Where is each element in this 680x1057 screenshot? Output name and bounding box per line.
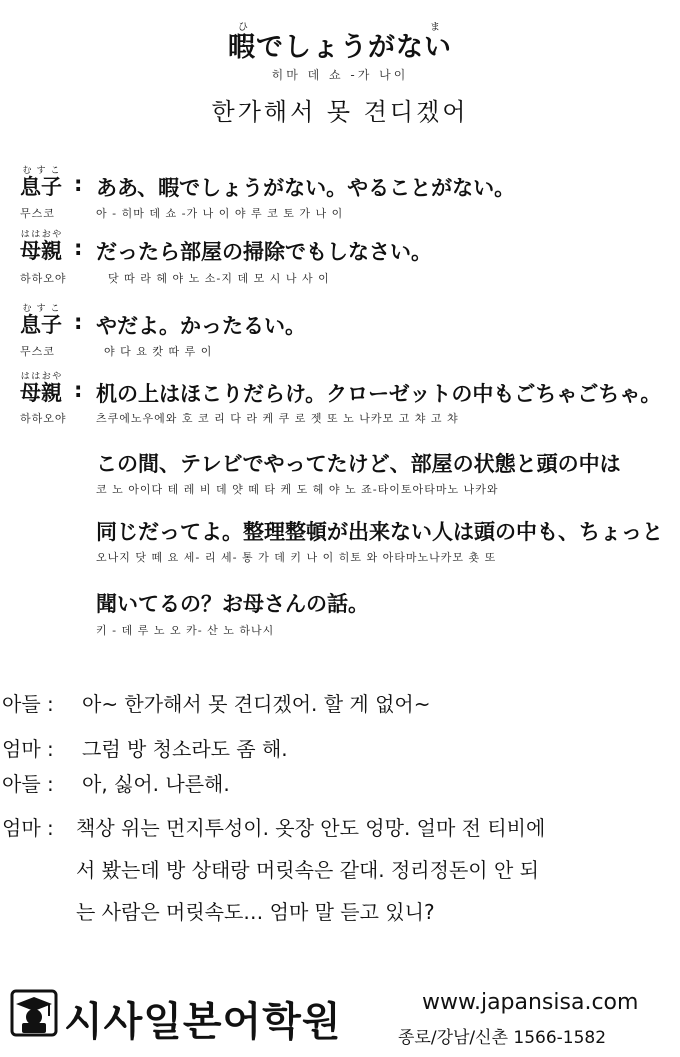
title-reading: 히마 데 쇼 -가 나이 bbox=[271, 68, 409, 82]
title-text: 暇でしょうがない bbox=[228, 32, 452, 63]
colon: : bbox=[74, 236, 83, 260]
translation-text: 그럼 방 청소라도 좀 해. bbox=[82, 737, 288, 761]
translation-text: 는 사람은 머릿속도… 엄마 말 듣고 있니? bbox=[76, 900, 435, 924]
academy-name: 시사일본어학원 bbox=[64, 999, 342, 1045]
japanese-line: やだよ。かったるい。 bbox=[96, 314, 306, 338]
translation-speaker: 아들 : bbox=[2, 692, 54, 716]
japanese-line: 同じだってよ。整理整頓が出来ない人は頭の中も、ちょっと bbox=[96, 520, 663, 544]
translation-text: 책상 위는 먼지투성이. 옷장 안도 엉망. 얼마 전 티비에 bbox=[76, 816, 546, 840]
japanese-line: だったら部屋の掃除でもしなさい。 bbox=[96, 240, 432, 264]
academy-logo-icon bbox=[10, 989, 58, 1037]
speaker-label: 息子むすこ bbox=[20, 166, 62, 199]
translation-text: 아, 싫어. 나른해. bbox=[82, 772, 230, 796]
speaker-label: 母親ははおや bbox=[20, 372, 62, 405]
website-link[interactable]: www.japansisa.com bbox=[422, 990, 639, 1015]
speaker-reading: 무스코 bbox=[20, 345, 55, 358]
title-ruby: ひま bbox=[228, 22, 452, 33]
line-reading: 츠쿠에노우에와 호 코 리 다 라 케 쿠 로 젯 또 노 나카모 고 챠 고 챠 bbox=[96, 412, 459, 425]
line-reading: 오나지 닷 떼 요 세- 리 세- 통 가 데 키 나 이 히토 와 아타마노나카모 춋 또 bbox=[96, 551, 497, 564]
line-reading: 코 노 아이다 테 레 비 데 얏 떼 타 케 도 헤 야 노 죠-타이토아타마노 나카와 bbox=[96, 483, 499, 496]
translation-text: 아~ 한가해서 못 견디겠어. 할 게 없어~ bbox=[82, 692, 431, 716]
colon: : bbox=[74, 172, 83, 196]
translation-speaker: 엄마 : bbox=[2, 737, 54, 761]
speaker-reading: 무스코 bbox=[20, 207, 55, 220]
lesson-title bbox=[0, 22, 680, 64]
line-reading: 키 - 데 루 노 오 카- 산 노 하나시 bbox=[96, 624, 275, 637]
speaker-reading: 하하오야 bbox=[20, 272, 67, 285]
speaker-label: 息子むすこ bbox=[20, 304, 62, 337]
translation-speaker: 아들 : bbox=[2, 772, 54, 796]
speaker-reading: 하하오야 bbox=[20, 412, 67, 425]
line-reading: 아 - 히마 데 쇼 -가 나 이 야 루 코 토 가 나 이 bbox=[96, 207, 344, 220]
speaker-label: 母親ははおや bbox=[20, 230, 62, 263]
japanese-line: ああ、暇でしょうがない。やることがない。 bbox=[96, 176, 516, 200]
translation-speaker: 엄마 : bbox=[2, 816, 54, 840]
title-korean: 한가해서 못 견디겠어 bbox=[211, 98, 469, 126]
japanese-line: 聞いてるの？お母さんの話。 bbox=[96, 592, 369, 616]
branch-info: 종로/강남/신촌 1566-1582 bbox=[398, 1028, 607, 1048]
line-reading: 야 다 요 캇 따 루 이 bbox=[104, 345, 213, 358]
colon: : bbox=[74, 378, 83, 402]
translation-text: 서 봤는데 방 상태랑 머릿속은 같대. 정리정돈이 안 되 bbox=[76, 858, 539, 882]
japanese-line: 机の上はほこりだらけ。クローゼットの中もごちゃごちゃ。 bbox=[96, 382, 662, 406]
japanese-line: この間、テレビでやってたけど、部屋の状態と頭の中は bbox=[96, 452, 621, 476]
colon: : bbox=[74, 310, 83, 334]
line-reading: 닷 따 라 헤 야 노 소-지 데 모 시 나 사 이 bbox=[108, 272, 330, 285]
